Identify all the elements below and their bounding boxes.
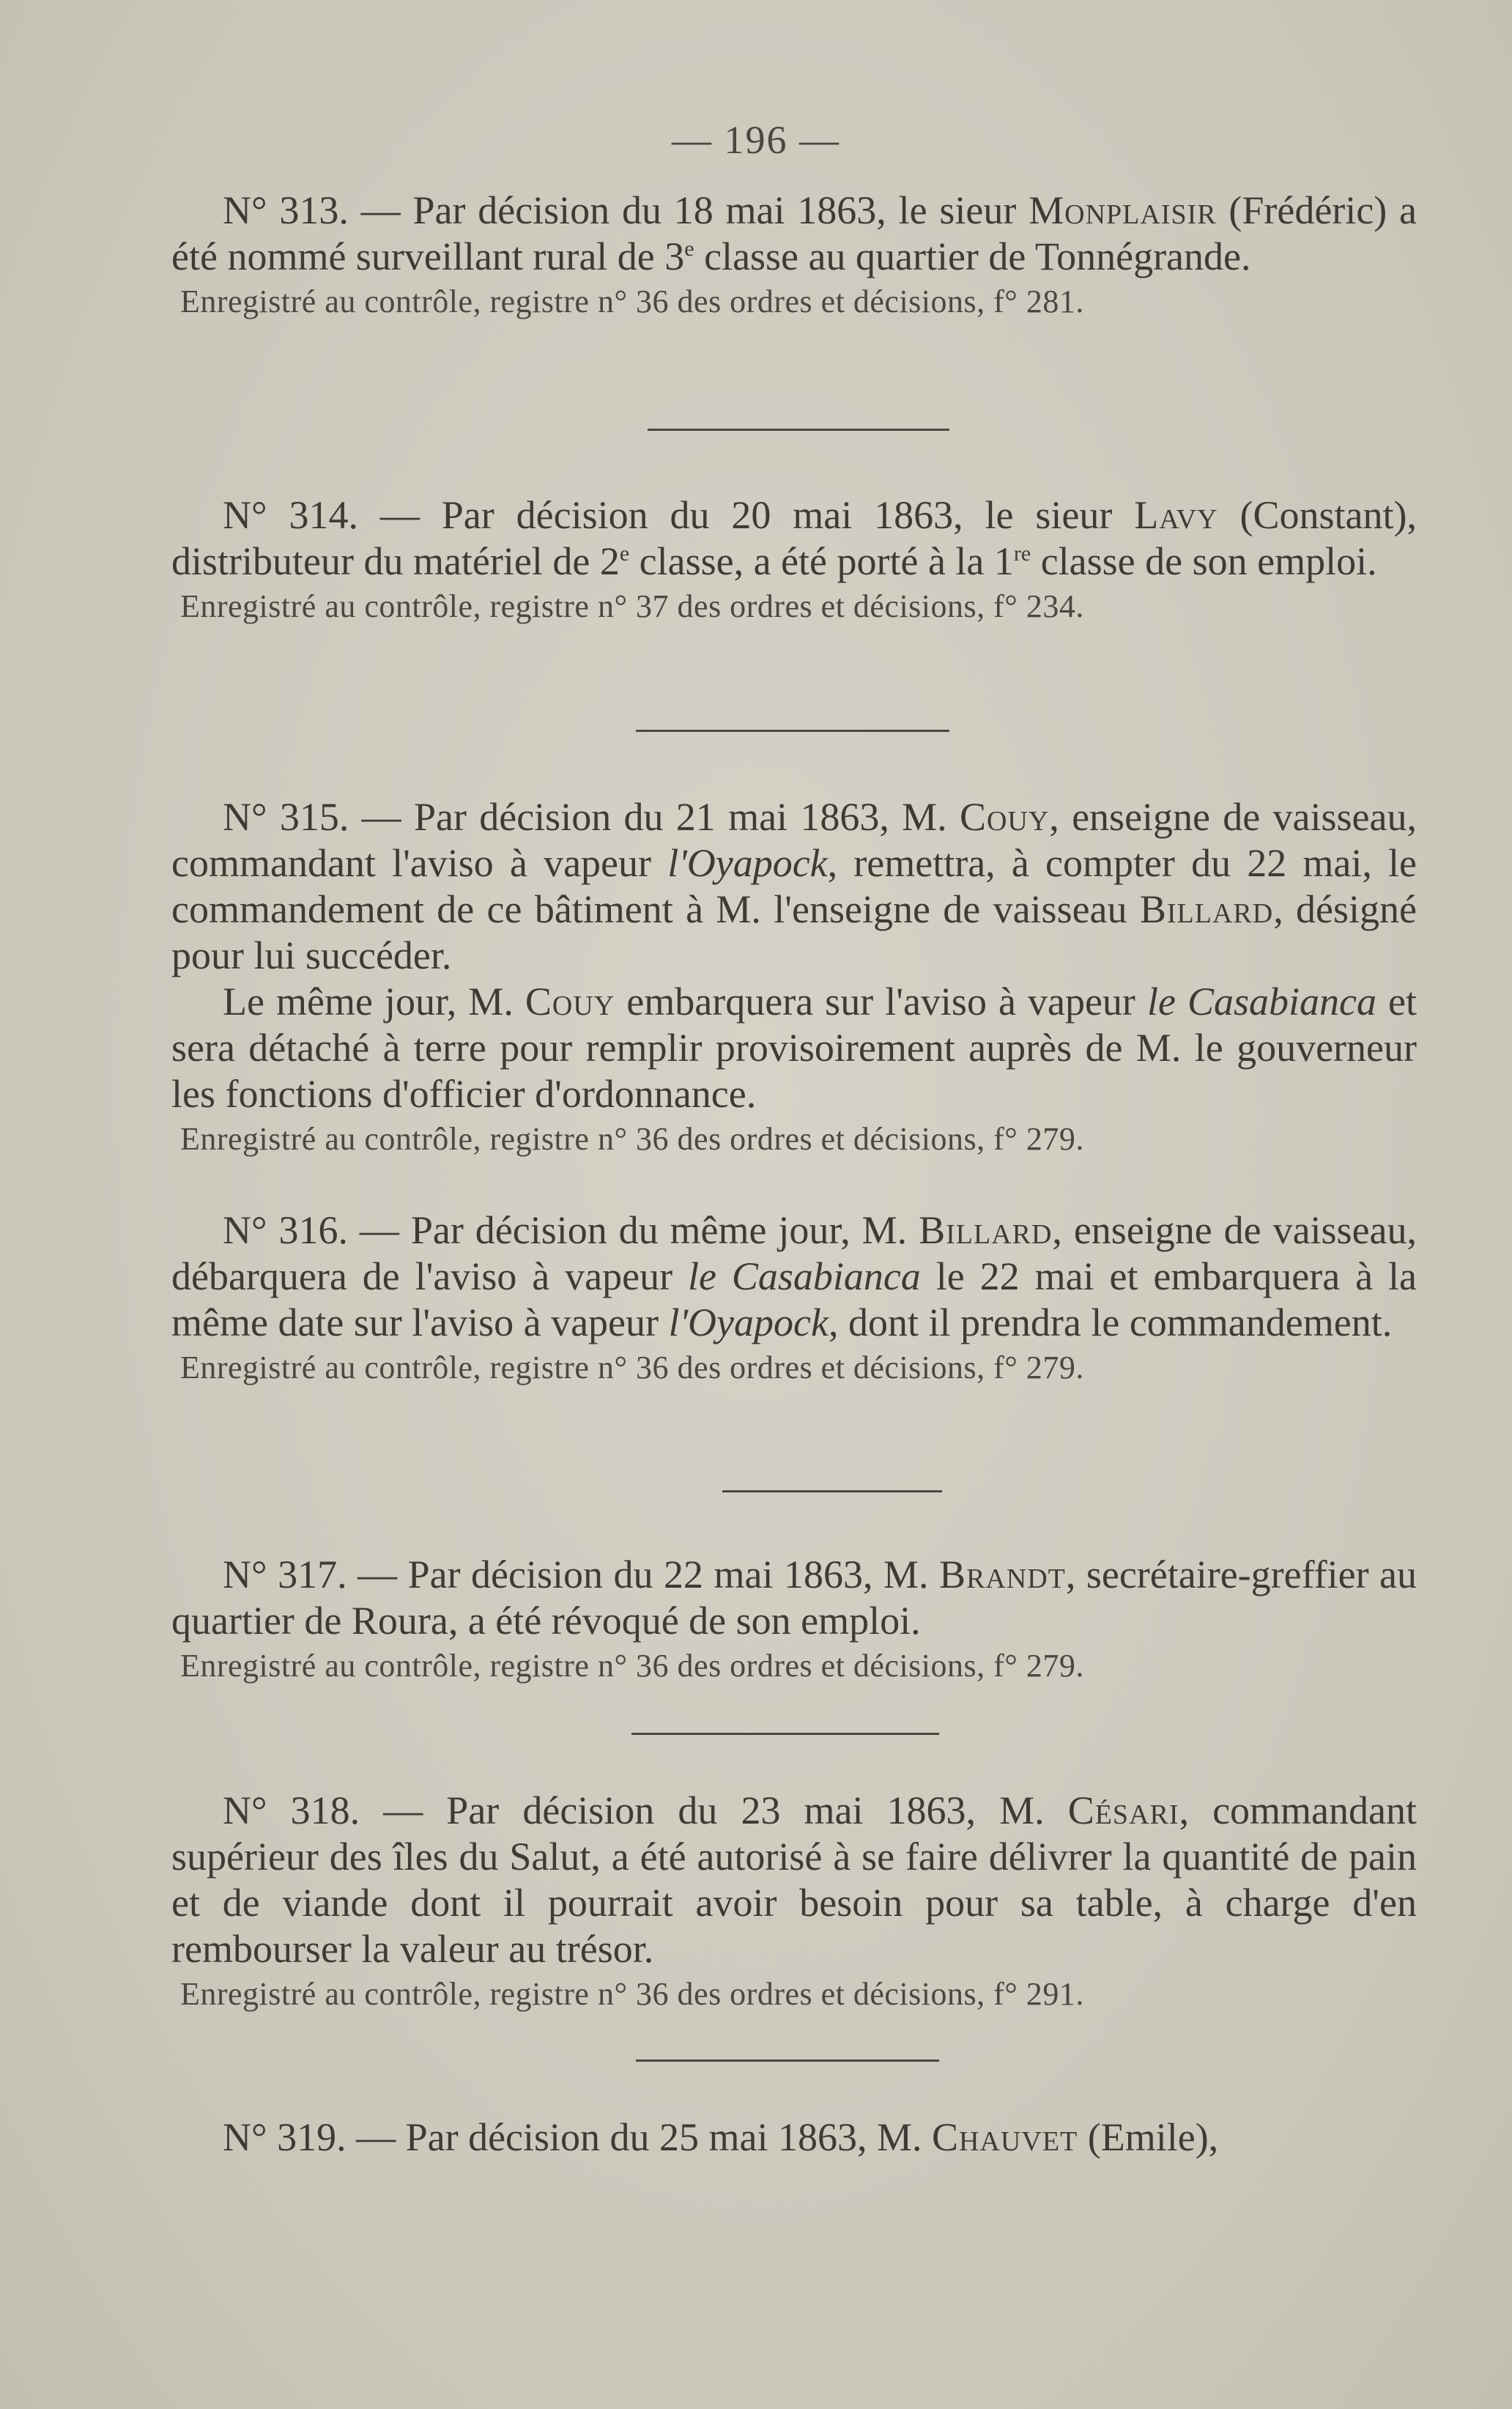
entry-316 bbox=[171, 1207, 1417, 1390]
entry-number: N° 317. bbox=[223, 1553, 347, 1596]
separator-rule bbox=[631, 1733, 939, 1735]
person-name: Monplaisir bbox=[1029, 188, 1217, 232]
separator-rule bbox=[648, 429, 949, 431]
person-name: Lavy bbox=[1134, 493, 1218, 537]
person-name: Billard bbox=[919, 1208, 1053, 1252]
ship-name: l'Oyapock bbox=[668, 1300, 829, 1344]
entry-text: N° 316. — Par décision du même jour, M. Billard, enseigne de vaisseau, débarquera de l'aviso à vapeur le Casabianca le 22 mai et embarquera à la même date sur l'aviso à vapeur l'Oyapock, dont il prendra le commandement. bbox=[171, 1208, 1418, 1344]
ship-name: l'Oyapock bbox=[667, 841, 828, 885]
entry-text: N° 318. — Par décision du 23 mai 1863, M. Césari, commandant supérieur des îles du Salut, a été autorisé à se faire délivrer la quantité de pain et de viande dont il pourrait avoir besoin pour sa table, à charge d'en rembourser la valeur au trésor. bbox=[171, 1788, 1417, 1971]
separator-rule bbox=[722, 1490, 942, 1492]
separator-rule bbox=[636, 730, 949, 732]
entry-text: N° 314. — Par décision du 20 mai 1863, le sieur Lavy (Constant), distributeur du matériel de 2e classe, a été porté à la 1re classe de son emploi. bbox=[171, 493, 1417, 583]
registration-note: Enregistré au contrôle, registre n° 36 des ordres et décisions, f° 279. bbox=[180, 1648, 1084, 1684]
registration-note: Enregistré au contrôle, registre n° 36 des ordres et décisions, f° 291. bbox=[180, 1976, 1084, 2012]
entry-318 bbox=[171, 1788, 1417, 2016]
entry-number: N° 318. bbox=[223, 1788, 360, 1832]
ship-name: le Casabianca bbox=[687, 1254, 921, 1298]
entry-text: N° 319. — Par décision du 25 mai 1863, M. Chauvet (Emile), bbox=[223, 2115, 1219, 2159]
entry-number: N° 319. bbox=[223, 2115, 346, 2159]
separator-rule bbox=[636, 2060, 939, 2062]
entry-319 bbox=[171, 2114, 1417, 2161]
entry-313 bbox=[171, 188, 1417, 324]
person-name: Couy bbox=[959, 795, 1050, 839]
registration-note: Enregistré au contrôle, registre n° 37 des ordres et décisions, f° 234. bbox=[180, 588, 1084, 624]
person-name: Couy bbox=[525, 980, 615, 1024]
entry-text: N° 313. — Par décision du 18 mai 1863, le sieur Monplaisir (Frédéric) a été nommé surveillant rural de 3e classe au quartier de Tonnégrande. bbox=[171, 188, 1418, 278]
person-name: Chauvet bbox=[932, 2115, 1078, 2159]
person-name: Billard bbox=[1139, 887, 1274, 931]
ship-name: le Casabianca bbox=[1146, 980, 1376, 1024]
entry-text: N° 317. — Par décision du 22 mai 1863, M. Brandt, secrétaire-greffier au quartier de Roura, a été révoqué de son emploi. bbox=[171, 1553, 1418, 1643]
person-name: Césari bbox=[1067, 1788, 1179, 1832]
page-number: — 196 — bbox=[672, 118, 840, 162]
registration-note: Enregistré au contrôle, registre n° 36 des ordres et décisions, f° 279. bbox=[180, 1121, 1084, 1157]
entry-number: N° 313. bbox=[223, 188, 349, 232]
entry-317 bbox=[171, 1552, 1417, 1688]
entry-text-continued: Le même jour, M. Couy embarquera sur l'aviso à vapeur le Casabianca et sera détaché à terre pour remplir provisoirement auprès de M. le gouverneur les fonctions d'officier d'ordonnance. bbox=[171, 980, 1417, 1116]
registration-note: Enregistré au contrôle, registre n° 36 des ordres et décisions, f° 281. bbox=[180, 284, 1084, 319]
entry-number: N° 315. bbox=[223, 795, 349, 839]
person-name: Brandt bbox=[938, 1553, 1066, 1596]
entry-number: N° 314. bbox=[223, 493, 358, 537]
entry-text: N° 315. — Par décision du 21 mai 1863, M. Couy, enseigne de vaisseau, commandant l'aviso à vapeur l'Oyapock, remettra, à compter du 22 mai, le commandement de ce bâtiment à M. l'enseigne de vaisseau Billard, désigné pour lui succéder. bbox=[171, 795, 1418, 977]
entry-314 bbox=[171, 492, 1417, 629]
registration-note: Enregistré au contrôle, registre n° 36 des ordres et décisions, f° 279. bbox=[180, 1350, 1084, 1385]
entry-315 bbox=[171, 794, 1417, 1161]
entry-number: N° 316. bbox=[223, 1208, 349, 1252]
